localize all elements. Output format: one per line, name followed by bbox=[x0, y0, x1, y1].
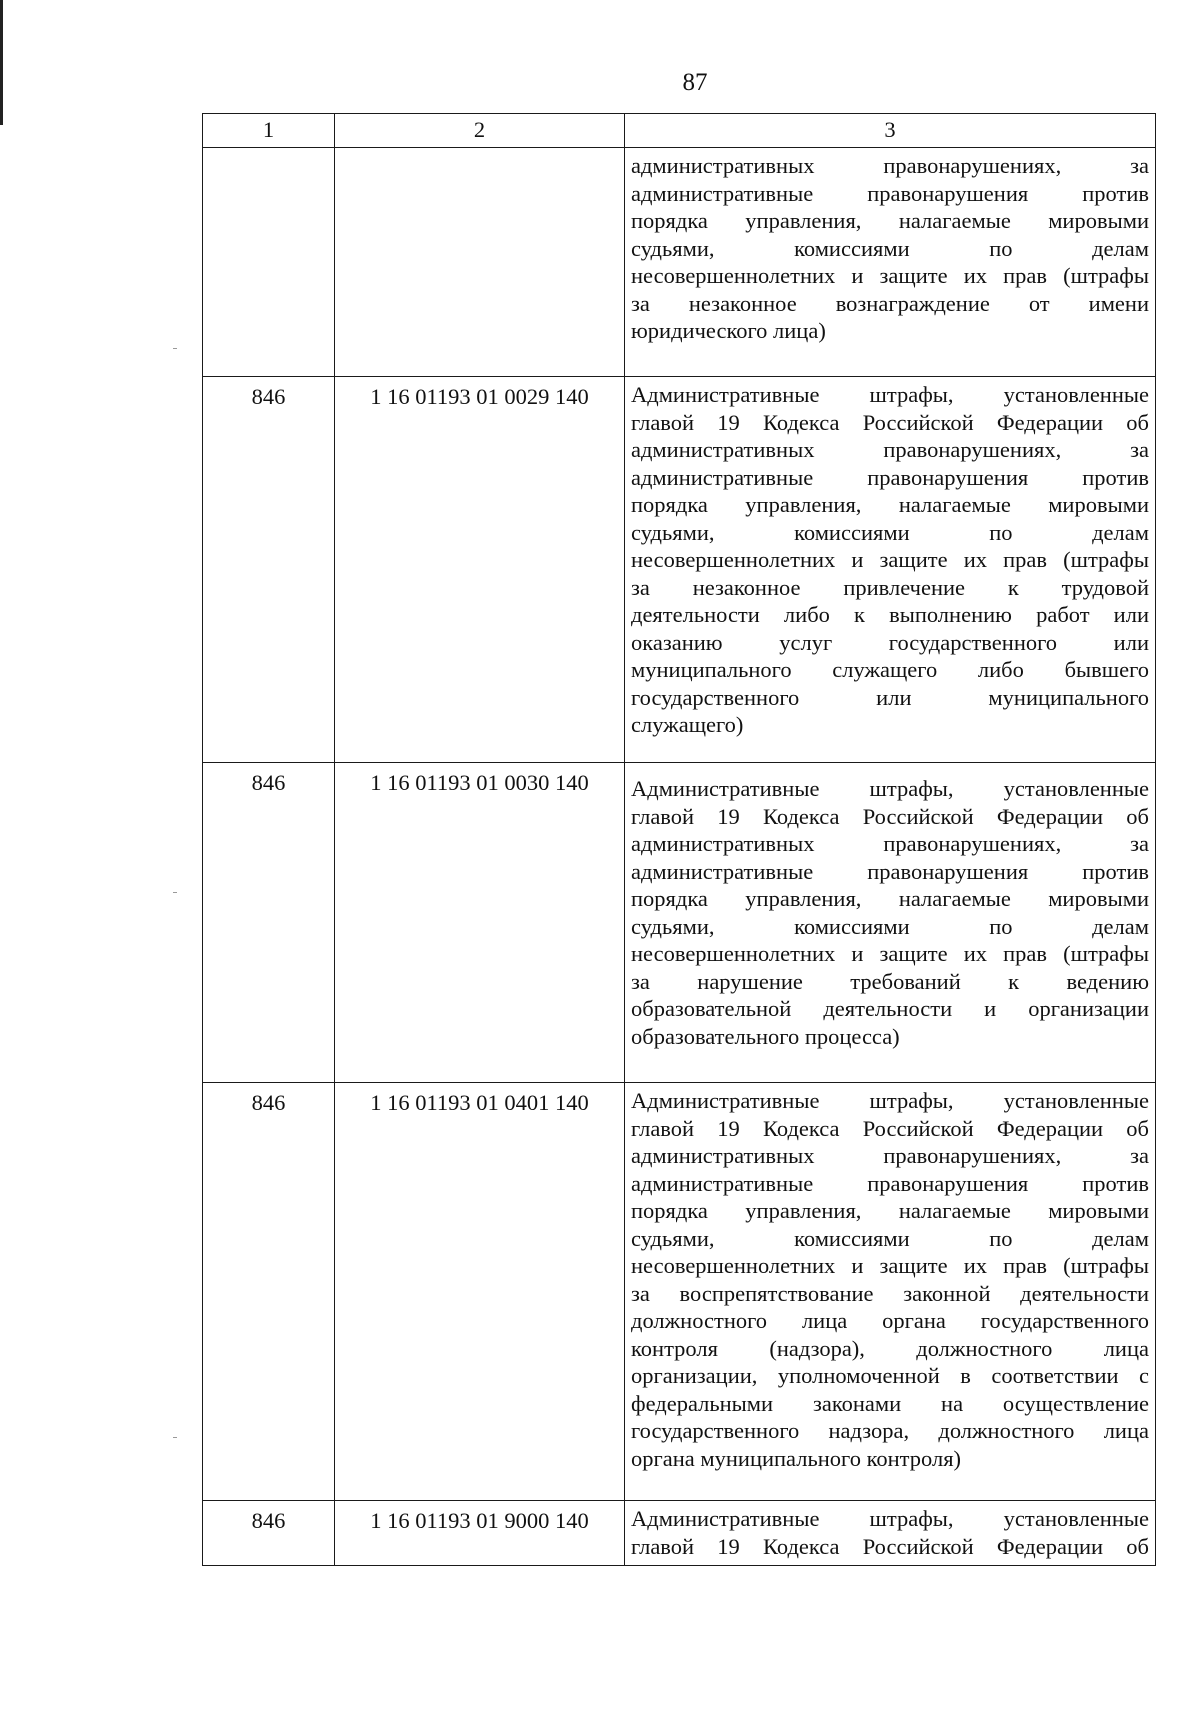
description-line: порядка управления, налагаемые мировыми bbox=[631, 492, 1149, 517]
description-line: главой 19 Кодекса Российской Федерации об bbox=[631, 1533, 1149, 1559]
row-number bbox=[203, 148, 334, 154]
description-line: судьями, комиссиями по делам bbox=[631, 235, 1149, 261]
description bbox=[625, 763, 1155, 1050]
description-line: должностного лица органа государственного bbox=[631, 1308, 1149, 1333]
row-description-cell bbox=[625, 377, 1156, 763]
row-number: 846 bbox=[251, 1508, 286, 1533]
description-line: судьями, комиссиями по делам bbox=[631, 913, 1149, 939]
row-number: 846 bbox=[251, 384, 286, 409]
description-line: административных правонарушениях, за bbox=[631, 153, 1149, 178]
budget-code: 1 16 01193 01 0030 140 bbox=[370, 770, 589, 795]
description bbox=[625, 148, 1155, 345]
row-description-cell bbox=[625, 148, 1156, 377]
table-row bbox=[203, 377, 1156, 763]
description-line: государственного надзора, должностного лица bbox=[631, 1418, 1149, 1443]
row-code-cell bbox=[335, 1501, 625, 1566]
description-line: административных правонарушениях, за bbox=[631, 1143, 1149, 1168]
description-line: государственного или муниципального bbox=[631, 684, 1149, 710]
description-line: Административные штрафы, установленные bbox=[631, 1506, 1149, 1531]
description-line: порядка управления, налагаемые мировыми bbox=[631, 208, 1149, 233]
description-line: административные правонарушения против bbox=[631, 180, 1149, 206]
description-line: Административные штрафы, установленные bbox=[631, 1088, 1149, 1113]
description-line: административных правонарушениях, за bbox=[631, 831, 1149, 856]
description-line: несовершеннолетних и защите их прав (штрафы bbox=[631, 941, 1149, 966]
description-line: органа муниципального контроля) bbox=[631, 1445, 962, 1471]
table-row bbox=[203, 1501, 1156, 1566]
description-line: главой 19 Кодекса Российской Федерации об bbox=[631, 803, 1149, 829]
description-line: несовершеннолетних и защите их прав (штрафы bbox=[631, 263, 1149, 288]
row-number-cell bbox=[203, 377, 335, 763]
description-line: порядка управления, налагаемые мировыми bbox=[631, 1198, 1149, 1223]
row-number-cell bbox=[203, 1501, 335, 1566]
row-code-cell bbox=[335, 148, 625, 377]
description-line: за незаконное привлечение к трудовой bbox=[631, 574, 1149, 600]
row-description-cell bbox=[625, 1083, 1156, 1501]
description-line: служащего) bbox=[631, 712, 744, 737]
description-line: муниципального служащего либо бывшего bbox=[631, 657, 1149, 682]
row-description-cell bbox=[625, 1501, 1156, 1566]
row-code-cell bbox=[335, 377, 625, 763]
header-col-2: 2 bbox=[335, 114, 625, 148]
description-line: административных правонарушениях, за bbox=[631, 437, 1149, 462]
description-line: главой 19 Кодекса Российской Федерации об bbox=[631, 409, 1149, 435]
description-line: за незаконное вознаграждение от имени bbox=[631, 290, 1149, 316]
header-col-3: 3 bbox=[625, 114, 1156, 148]
description-line: главой 19 Кодекса Российской Федерации об bbox=[631, 1115, 1149, 1141]
description-line: Административные штрафы, установленные bbox=[631, 382, 1149, 407]
table-header-row bbox=[203, 114, 1156, 148]
budget-code: 1 16 01193 01 0029 140 bbox=[370, 384, 589, 409]
description-line: административные правонарушения против bbox=[631, 464, 1149, 490]
description-line: несовершеннолетних и защите их прав (штрафы bbox=[631, 547, 1149, 572]
description bbox=[625, 1501, 1155, 1560]
row-description-cell bbox=[625, 763, 1156, 1083]
row-code-cell bbox=[335, 1083, 625, 1501]
description-line: контроля (надзора), должностного лица bbox=[631, 1335, 1149, 1361]
scan-speck bbox=[173, 348, 177, 349]
description-line: юридического лица) bbox=[631, 318, 826, 343]
description-line: административные правонарушения против bbox=[631, 858, 1149, 884]
description-line: образовательной деятельности и организации bbox=[631, 996, 1149, 1021]
description-line: организации, уполномоченной в соответствии с bbox=[631, 1363, 1149, 1388]
scan-speck bbox=[173, 892, 177, 893]
budget-code bbox=[335, 148, 624, 154]
description-line: деятельности либо к выполнению работ или bbox=[631, 602, 1149, 627]
page-number: 87 bbox=[682, 69, 708, 96]
scan-edge-mark bbox=[0, 0, 3, 125]
description-line: несовершеннолетних и защите их прав (штрафы bbox=[631, 1253, 1149, 1278]
row-number-cell bbox=[203, 763, 335, 1083]
description-line: за нарушение требований к ведению bbox=[631, 968, 1149, 994]
row-number-cell bbox=[203, 1083, 335, 1501]
description-line: федеральными законами на осуществление bbox=[631, 1390, 1149, 1416]
row-number-cell bbox=[203, 148, 335, 377]
description-line: порядка управления, налагаемые мировыми bbox=[631, 886, 1149, 911]
row-number: 846 bbox=[251, 770, 286, 795]
row-code-cell bbox=[335, 763, 625, 1083]
description-line: судьями, комиссиями по делам bbox=[631, 1225, 1149, 1251]
scan-speck bbox=[173, 1437, 177, 1438]
header-col-1: 1 bbox=[203, 114, 335, 148]
row-number: 846 bbox=[251, 1090, 286, 1115]
table-row bbox=[203, 763, 1156, 1083]
table-row bbox=[203, 148, 1156, 377]
description bbox=[625, 1083, 1155, 1472]
description-line: административные правонарушения против bbox=[631, 1170, 1149, 1196]
description-line: образовательного процесса) bbox=[631, 1023, 900, 1049]
description-line: судьями, комиссиями по делам bbox=[631, 519, 1149, 545]
fines-table bbox=[202, 113, 1156, 1566]
description-line: за воспрепятствование законной деятельности bbox=[631, 1280, 1149, 1306]
description-line: Административные штрафы, установленные bbox=[631, 776, 1149, 801]
description-line: оказанию услуг государственного или bbox=[631, 629, 1149, 655]
description bbox=[625, 377, 1155, 739]
budget-code: 1 16 01193 01 9000 140 bbox=[370, 1508, 589, 1533]
table-row bbox=[203, 1083, 1156, 1501]
budget-code: 1 16 01193 01 0401 140 bbox=[370, 1090, 589, 1115]
